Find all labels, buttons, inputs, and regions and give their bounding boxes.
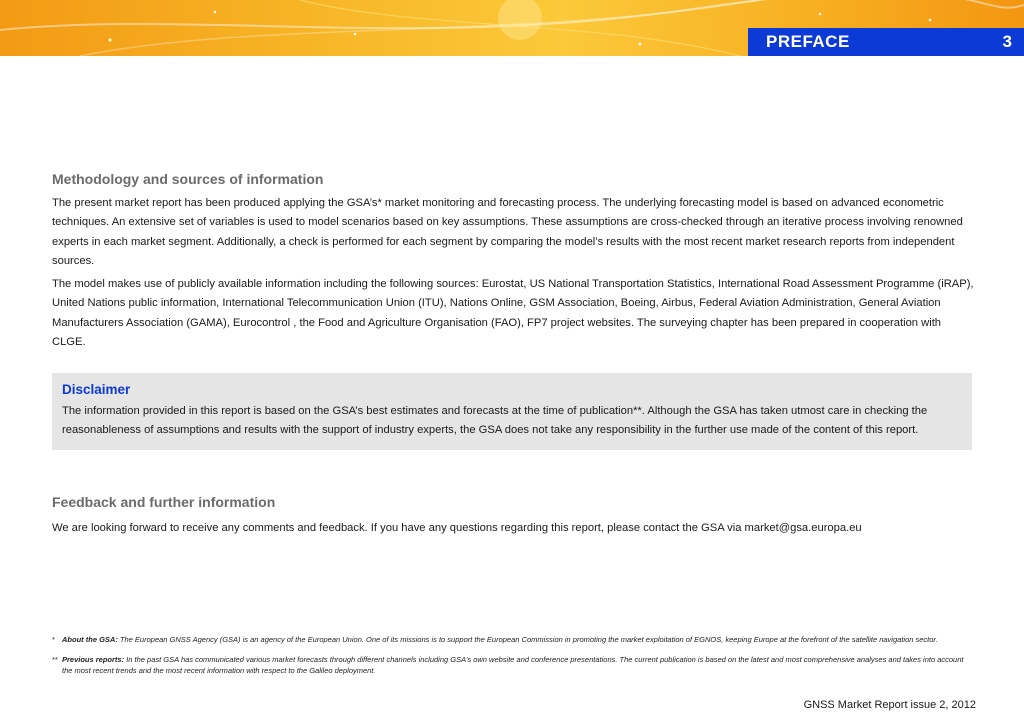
footnote-continuation: the most recent trends and the most recent information with respect to the Galileo deployment. bbox=[62, 666, 376, 675]
footnote-marker: * bbox=[52, 635, 55, 644]
page-number: 3 bbox=[1002, 32, 1012, 51]
methodology-paragraph-1: The present market report has been produced applying the GSA’s* market monitoring and forecasting process. The underlying forecasting model is based on advanced econometric techniques. An extensive set of variables is used to model scenarios based on key assumptions. These assumptions are cross-checked through an iterative process involving renowned experts in each market segment. Additionally, a check is performed for each segment by comparing the model’s results with the most recent market research reports from independent sources. bbox=[52, 197, 963, 268]
disclaimer-title: Disclaimer bbox=[62, 382, 131, 397]
footnote-label: Previous reports: bbox=[62, 655, 125, 664]
disclaimer-text: The information provided in this report is based on the GSA’s best estimates and forecasts at the time of publication**. Although the GSA has taken utmost care in checking the reasonableness of assumptions and results with the support of industry experts, the GSA does not take any responsibility in the further use made of the content of this report. bbox=[62, 405, 928, 437]
section-title: PREFACE bbox=[766, 32, 850, 51]
disclaimer-box bbox=[52, 373, 972, 450]
feedback-heading: Feedback and further information bbox=[52, 494, 276, 510]
footnote-marker: ** bbox=[52, 655, 58, 664]
methodology-heading: Methodology and sources of information bbox=[52, 171, 324, 187]
methodology-paragraph-2: The model makes use of publicly available information including the following sources: Eurostat, US National Transportation Statistics, International Road Assessment Programme (iRAP), United Nations public information, International Telecommunication Union (ITU), Nations Online, GSM Association, Boeing, Airbus, Federal Aviation Administration, General Aviation Manufacturers Association (GAMA), Eurocontrol , the Food and Agriculture Organisation (FAO), FP7 project websites. The surveying chapter has been prepared in cooperation with CLGE. bbox=[52, 278, 974, 349]
footnote-label: About the GSA: bbox=[62, 635, 118, 644]
footnote-about-gsa bbox=[52, 634, 982, 645]
footnote-text: In the past GSA has communicated various market forecasts through different channels including GSA’s own website and conference presentations. The current publication is based on the latest and most comprehensive analyses and takes into account bbox=[126, 655, 964, 664]
footnote-previous-reports bbox=[52, 654, 982, 676]
header-banner bbox=[0, 0, 1024, 56]
footnote-text: The European GNSS Agency (GSA) is an agency of the European Union. One of its missions is to support the European Commission in promoting the market exploitation of EGNOS, keeping Europe at the forefront of the satellite navigation sector. bbox=[119, 635, 938, 644]
feedback-text: We are looking forward to receive any comments and feedback. If you have any questions regarding this report, please contact the GSA via market@gsa.europa.eu bbox=[52, 522, 862, 534]
section-tab bbox=[748, 28, 1024, 56]
page-footer: GNSS Market Report issue 2, 2012 bbox=[803, 699, 976, 711]
